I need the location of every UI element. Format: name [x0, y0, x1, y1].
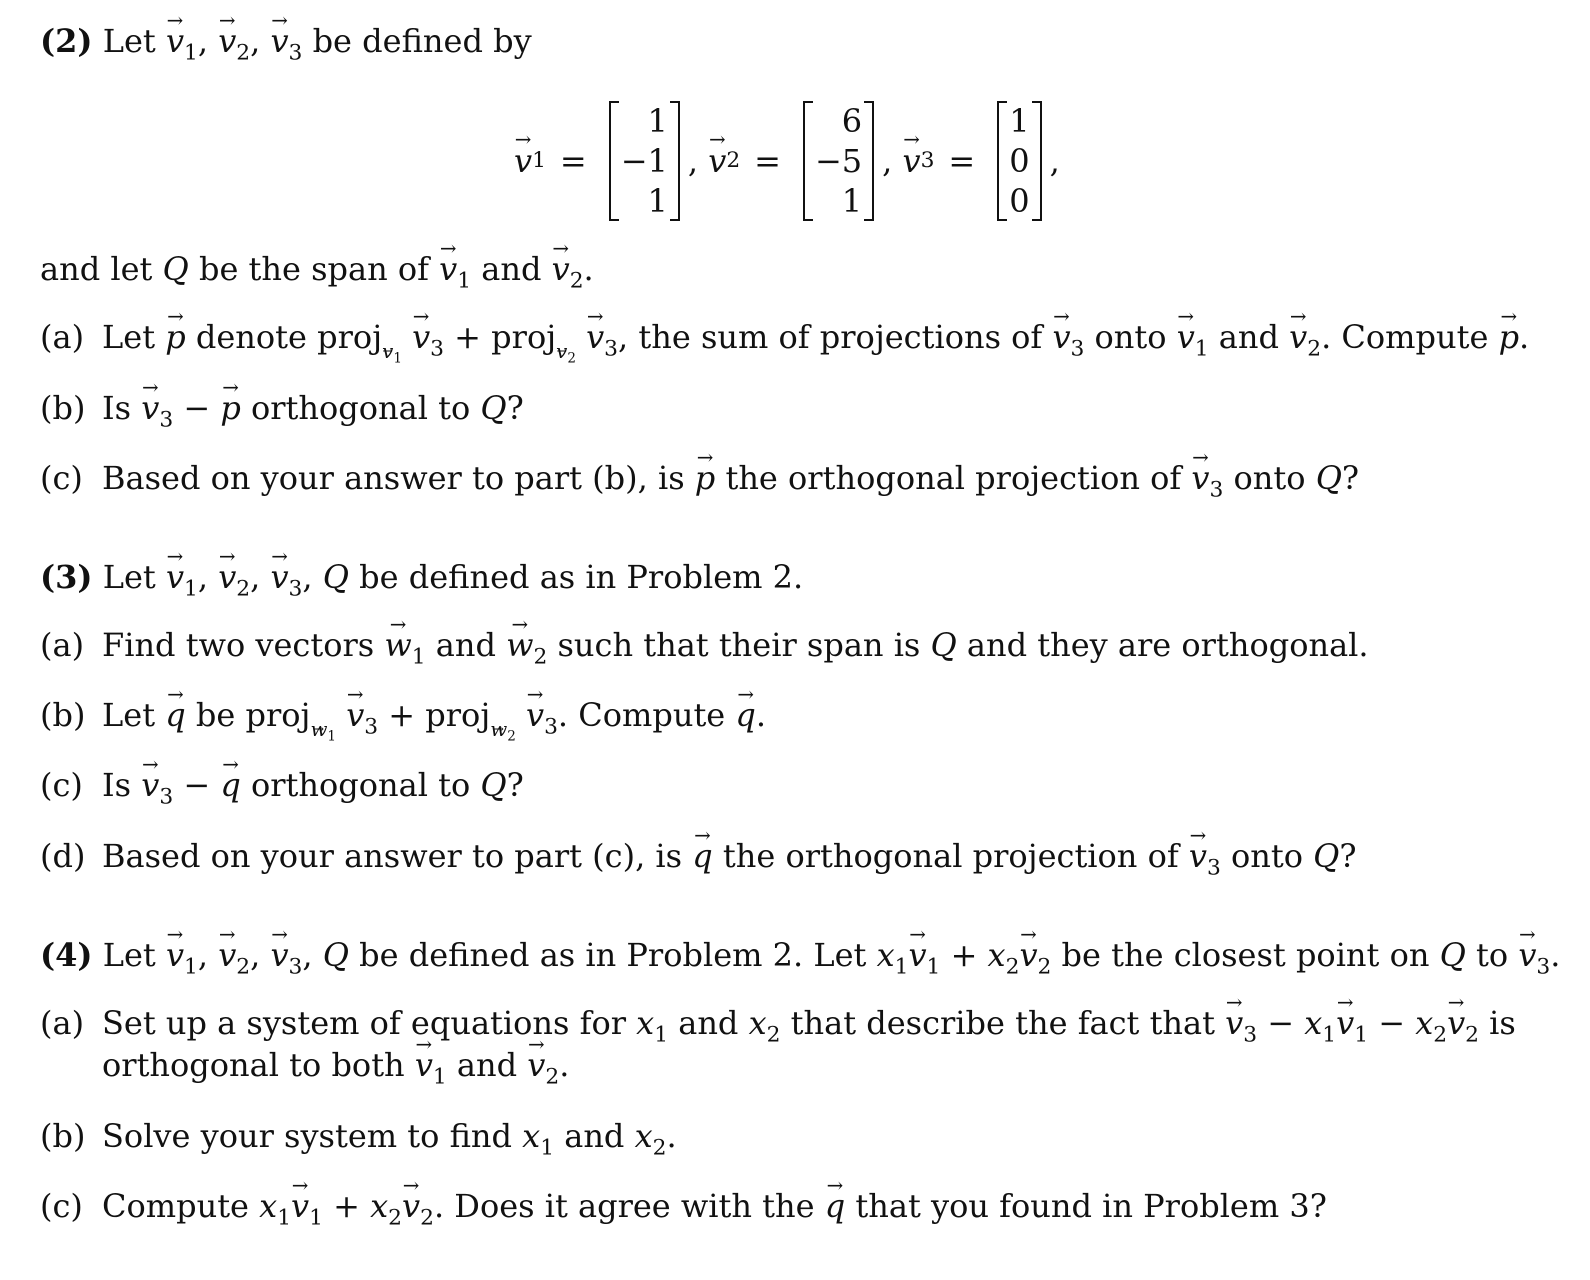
- p2-a-label: (a): [40, 318, 85, 356]
- problem-3-heading: (3) Let → $v_1$, → $v_2$, → $v_3$, Q be defined as in Problem 2.: [40, 558, 803, 596]
- problem-number: (2): [40, 22, 93, 60]
- p4-a-label: (a): [40, 1004, 85, 1042]
- heading-text: be defined as in Problem 2.: [359, 558, 804, 596]
- heading-text: be defined as in Problem 2.: [359, 936, 804, 974]
- problem-4-heading: (4) Let → $v_1$, → $v_2$, → $v_3$, Q be defined as in Problem 2. Let $x_1\to v_1 + x_2\to v_2$ be the closest point on Q to → $v_3$.: [40, 936, 1560, 974]
- p4-b-text: Solve your system to find $x_1$ and $x_2$.: [102, 1117, 677, 1161]
- p2-b-label: (b): [40, 389, 86, 427]
- p3-b-text: Let → q be projw$_1$ → $v_3$ + projw$_2$ → $v_3$. Compute → q.: [102, 696, 766, 737]
- p4-b-label: (b): [40, 1117, 86, 1155]
- p3-c-text: $Is \to v_3$ − → q orthogonal to Q?: [102, 766, 524, 804]
- problem-2-heading: (2) Let → $v_1$, → $v_2$, → $v_3$ be defined by: [40, 22, 532, 60]
- p3-c-label: (c): [40, 766, 83, 804]
- p3-b-label: (b): [40, 696, 86, 734]
- p3-d-label: (d): [40, 837, 86, 875]
- p2-c-text: Based on your answer to part (b), is → p the orthogonal projection of → $v_3$ onto Q?: [102, 459, 1359, 497]
- matrix-v3: 1 0 0: [997, 101, 1041, 221]
- problem-number: (3): [40, 558, 93, 596]
- p4-a-text: Set up a system of equations for $x_1$ and $x_2$ that describe the fact that → $v_3 - x_1\to v_1 - x_2\to v_2$ is: [102, 1004, 1516, 1042]
- p3-d-text: Based on your answer to part (c), is → q the orthogonal projection of → $v_3$ onto Q?: [102, 837, 1357, 875]
- p3-a-text: Find two vectors → $w_1$ and → $w_2$ such that their span is Q and they are orthogonal.: [102, 626, 1369, 664]
- matrix-v2: 6 −5 1: [803, 101, 874, 221]
- problem-number: (4): [40, 936, 93, 974]
- p2-c-label: (c): [40, 459, 83, 497]
- p3-a-label: (a): [40, 626, 85, 664]
- matrix-v1: 1 −1 1: [609, 101, 680, 221]
- p4-a-text-cont: orthogonal to both → $v_1$ and → $v_2$.: [102, 1046, 569, 1084]
- p2-a-text: Let → p denote projv$_1$ → $v_3$ + projv$_2$ → $v_3$, the sum of projections of → $v_3$ onto → $v_1$ and → $v_2$. Compute → p.: [102, 318, 1529, 359]
- p2-b-text: $Is \to v_3$ − → p orthogonal to Q?: [102, 389, 524, 427]
- p4-c-text: Compute $x_1\to v_1 + x_2\to v_2$. Does it agree with the → q that you found in Problem 3?: [102, 1187, 1327, 1225]
- heading-text: be defined by: [312, 22, 532, 60]
- vector-definitions: → v 1 = 1 −1 1 , → v 2 = 6 −5 1 , → v 3 = 1 0 0 ,: [514, 96, 1060, 226]
- problem-2-intro: and let Q be the span of → $v_1$ and → $v_2$.: [40, 250, 594, 288]
- p4-c-label: (c): [40, 1187, 83, 1225]
